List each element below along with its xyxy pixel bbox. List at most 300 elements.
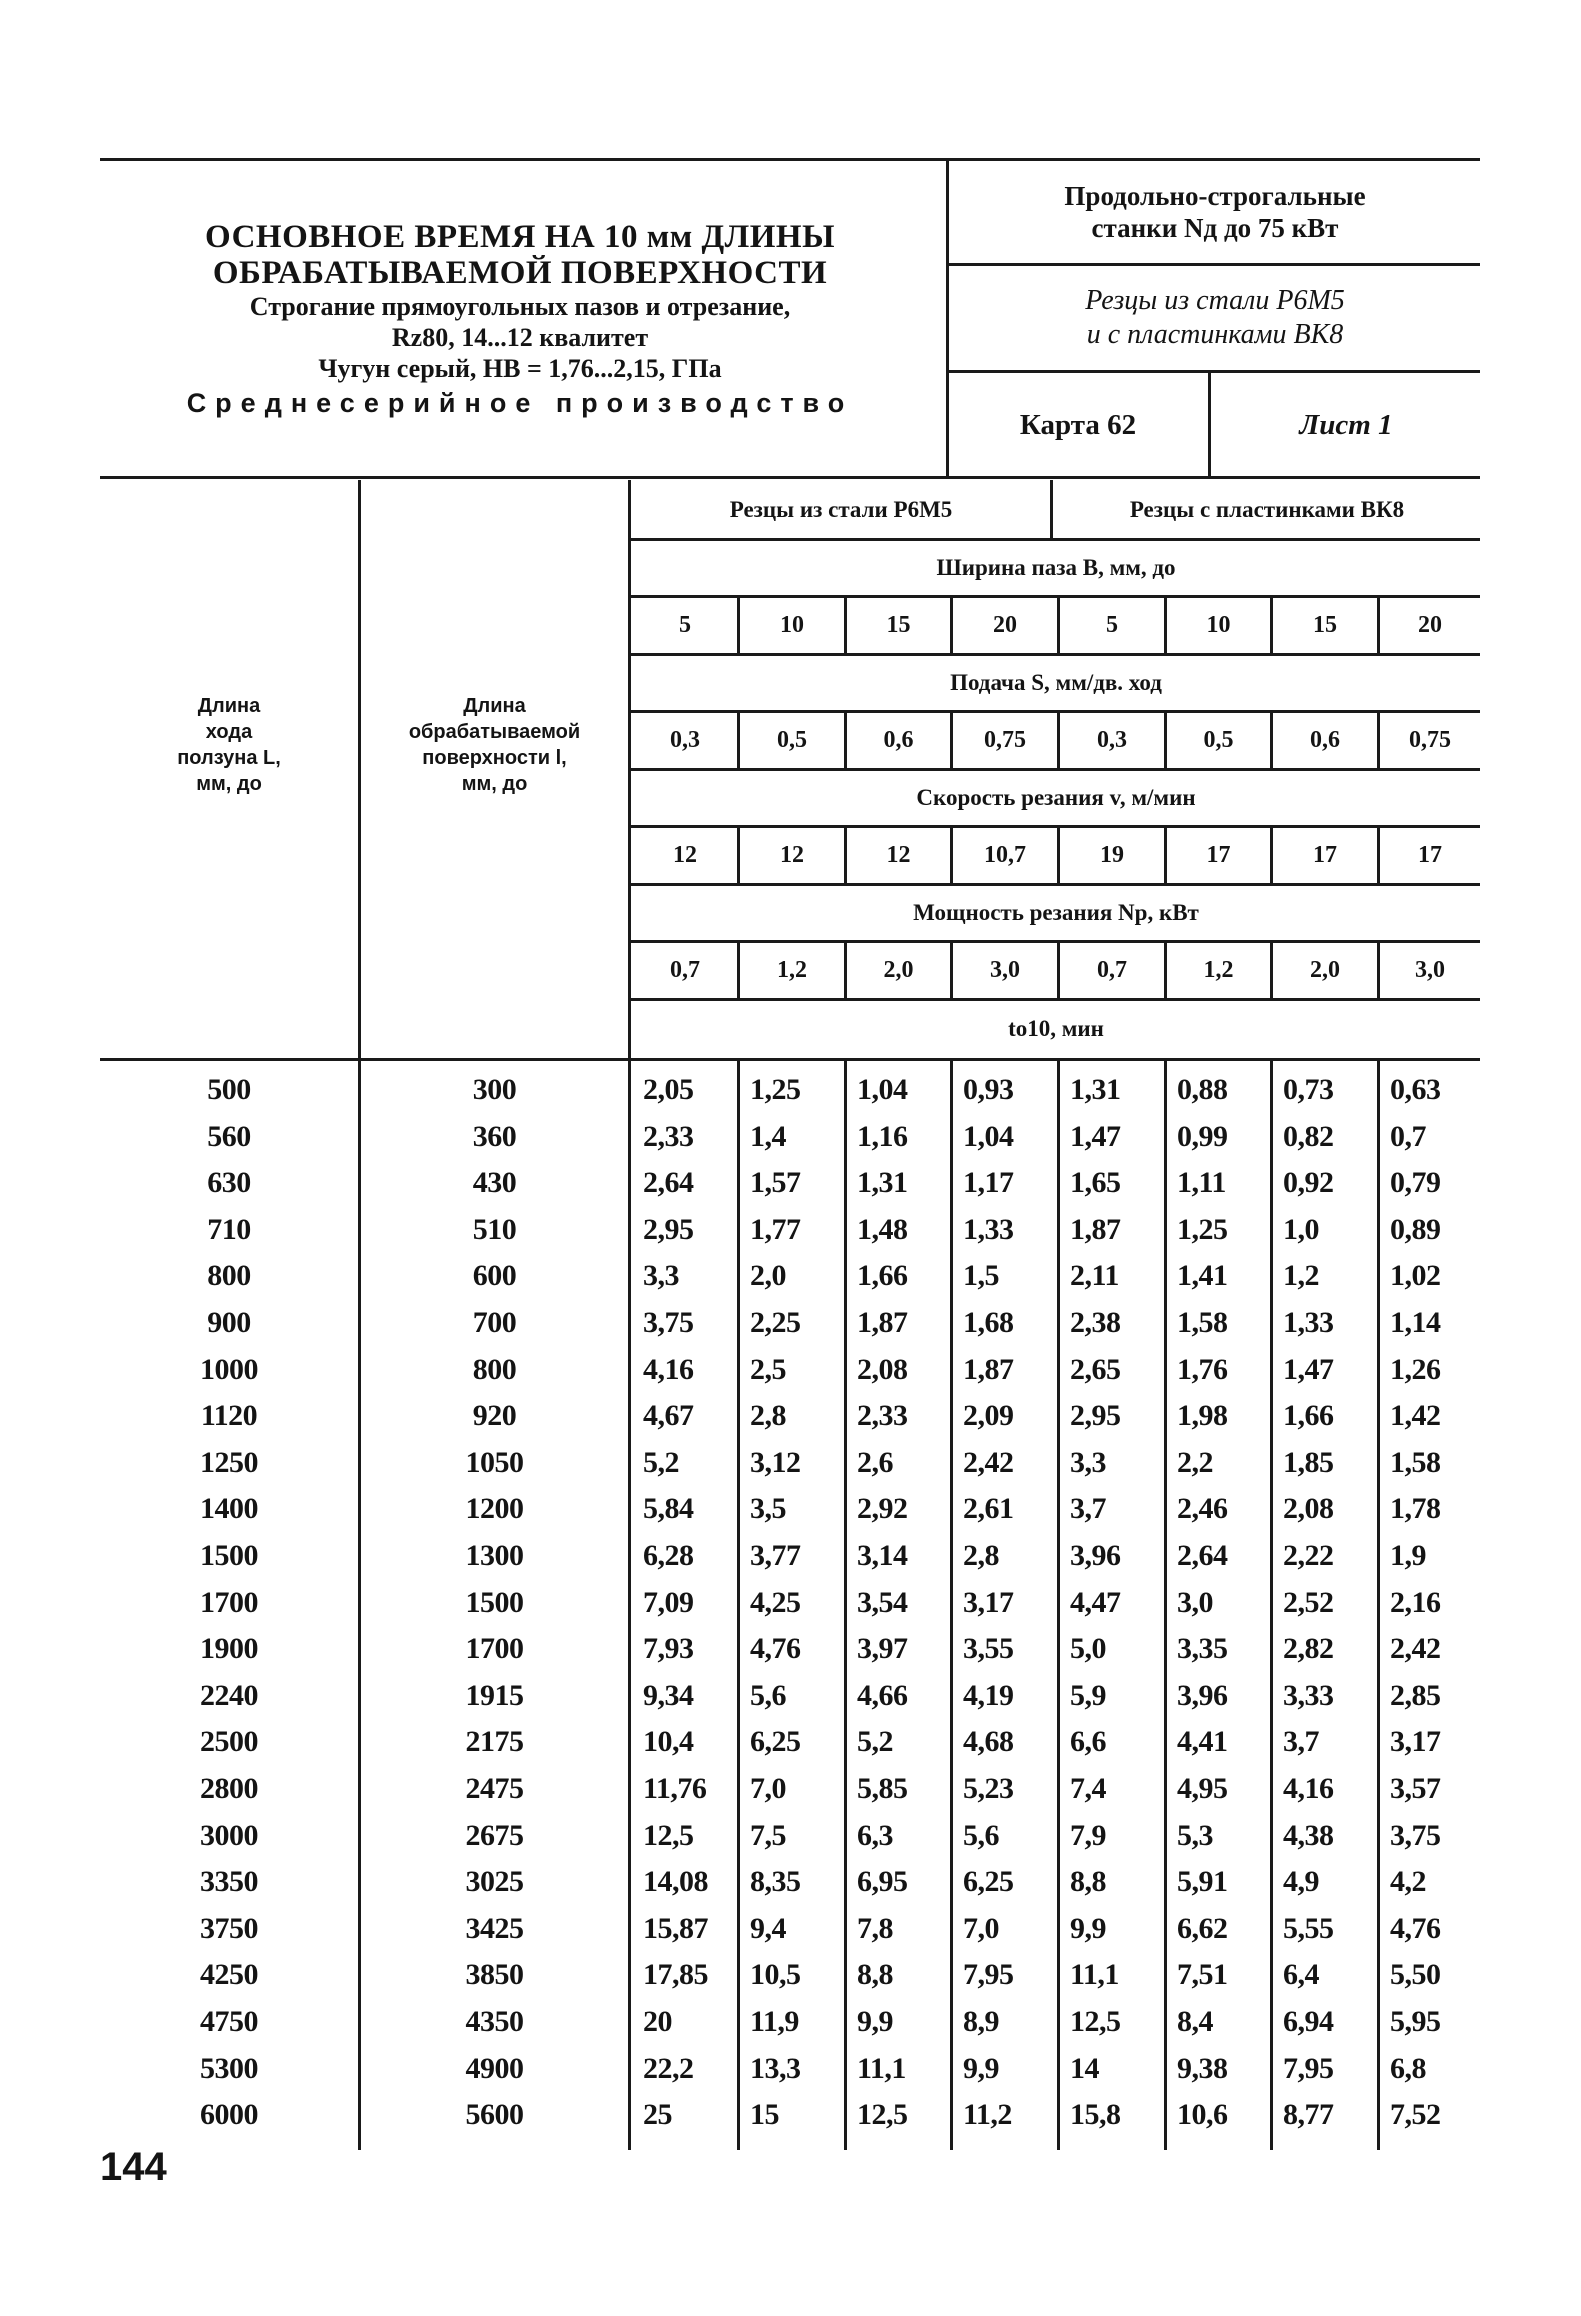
header-title-block: [100, 165, 940, 475]
time-value-cell: 3,3: [1070, 1446, 1106, 1479]
surface-length-cell: 1050: [465, 1446, 524, 1479]
time-value-cell: 0,73: [1283, 1073, 1334, 1106]
feed-cell: 0,3: [670, 727, 700, 753]
time-value-cell: 2,42: [963, 1446, 1014, 1479]
surface-length-cell: 1500: [465, 1586, 524, 1619]
time-value-cell: 4,41: [1177, 1725, 1228, 1758]
time-value-cell: 2,08: [857, 1353, 908, 1386]
time-value-cell: 2,0: [750, 1259, 786, 1292]
time-value-cell: 1,58: [1390, 1446, 1441, 1479]
time-value-cell: 12,5: [1070, 2005, 1121, 2038]
machine-line-1: Продольно-строгальные: [1064, 181, 1366, 211]
surface-header-line: обрабатываемой: [408, 721, 581, 743]
time-value-cell: 1,66: [1283, 1399, 1334, 1432]
stroke-length-cell: 3750: [200, 1912, 258, 1945]
stroke-length-cell: 2500: [200, 1725, 258, 1758]
time-value-cell: 9,34: [643, 1679, 694, 1712]
surface-length-cell: 800: [472, 1353, 517, 1386]
speed-cell: 19: [1100, 842, 1124, 868]
stroke-length-cell: 2800: [200, 1772, 258, 1805]
power-cell: 2,0: [1310, 957, 1340, 983]
feed-cell: 0,6: [883, 727, 914, 753]
width-cell: 15: [1313, 612, 1337, 638]
surface-length-cell: 920: [472, 1399, 517, 1432]
time-value-cell: 2,5: [750, 1353, 786, 1386]
width-cell: 10: [780, 612, 804, 638]
surface-length-cell: 4900: [465, 2052, 524, 2085]
time-value-cell: 8,77: [1283, 2098, 1334, 2131]
surface-length-cell: 3025: [465, 1865, 524, 1898]
time-value-cell: 11,76: [643, 1772, 707, 1805]
time-value-cell: 6,3: [857, 1819, 893, 1852]
surface-header-line: поверхности l,: [422, 747, 567, 769]
time-value-cell: 1,02: [1390, 1259, 1441, 1292]
time-value-cell: 0,88: [1177, 1073, 1228, 1106]
speed-cell: 12: [780, 842, 804, 868]
time-value-cell: 5,91: [1177, 1865, 1228, 1898]
stroke-length-cell: 4250: [200, 1958, 258, 1991]
time-value-cell: 2,65: [1070, 1353, 1121, 1386]
time-value-cell: 2,8: [963, 1539, 999, 1572]
time-value-cell: 1,31: [1070, 1073, 1121, 1106]
time-value-cell: 4,16: [1283, 1772, 1334, 1805]
stroke-length-cell: 1900: [200, 1632, 258, 1665]
time-value-cell: 1,57: [750, 1166, 801, 1199]
time-value-cell: 0,79: [1390, 1166, 1441, 1199]
time-value-cell: 5,23: [963, 1772, 1014, 1805]
surface-length-cell: 5600: [465, 2098, 524, 2131]
time-value-cell: 3,7: [1283, 1725, 1319, 1758]
time-value-cell: 3,96: [1070, 1539, 1121, 1572]
time-value-cell: 1,42: [1390, 1399, 1441, 1432]
time-value-cell: 2,42: [1390, 1632, 1441, 1665]
time-value-cell: 7,51: [1177, 1958, 1228, 1991]
cutters-line-1: Резцы из стали Р6М5: [1085, 285, 1345, 316]
stroke-length-cell: 1700: [200, 1586, 258, 1619]
subtitle-line-2: Rz80, 14...12 квалитет: [391, 322, 649, 352]
width-cell: 20: [993, 612, 1017, 638]
time-value-cell: 1,25: [750, 1073, 801, 1106]
time-value-cell: 2,64: [1177, 1539, 1228, 1572]
time-value-cell: 3,97: [857, 1632, 908, 1665]
stroke-length-cell: 2240: [200, 1679, 258, 1712]
time-value-cell: 1,25: [1177, 1213, 1228, 1246]
surface-length-cell: 1200: [465, 1492, 524, 1525]
surface-length-cell: 700: [472, 1306, 517, 1339]
time-value-cell: 1,85: [1283, 1446, 1334, 1479]
cutters-line-2: и с пластинками ВК8: [1086, 319, 1344, 350]
stroke-length-cell: 630: [207, 1166, 251, 1199]
time-value-cell: 1,11: [1177, 1166, 1226, 1199]
time-value-cell: 7,52: [1390, 2098, 1441, 2131]
time-value-cell: 7,8: [857, 1912, 893, 1945]
stroke-header-line: мм, до: [196, 773, 262, 795]
rule-data-start: [100, 1058, 1480, 1061]
time-value-cell: 3,75: [643, 1306, 694, 1339]
time-value-cell: 1,87: [857, 1306, 908, 1339]
speed-cell: 12: [886, 842, 911, 868]
card-number: Карта 62: [1019, 408, 1137, 441]
time-value-cell: 1,66: [857, 1259, 908, 1292]
time-value-cell: 7,5: [750, 1819, 786, 1852]
time-value-cell: 8,9: [963, 2005, 999, 2038]
time-value-cell: 3,33: [1283, 1679, 1334, 1712]
time-value-cell: 5,50: [1390, 1958, 1441, 1991]
time-value-cell: 8,35: [750, 1865, 801, 1898]
time-value-cell: 2,38: [1070, 1306, 1121, 1339]
time-value-cell: 1,48: [857, 1213, 908, 1246]
time-value-cell: 3,12: [750, 1446, 801, 1479]
time-value-cell: 0,82: [1283, 1120, 1334, 1153]
time-value-cell: 5,84: [643, 1492, 694, 1525]
time-value-cell: 5,3: [1177, 1819, 1213, 1852]
time-value-cell: 20: [643, 2005, 672, 2038]
stroke-length-cell: 1500: [200, 1539, 258, 1572]
time-value-cell: 6,8: [1390, 2052, 1426, 2085]
title-line-1: ОСНОВНОЕ ВРЕМЯ НА 10 мм ДЛИНЫ: [205, 218, 835, 255]
power-cell: 0,7: [1097, 957, 1127, 983]
time-value-cell: 3,17: [1390, 1725, 1441, 1758]
time-value-cell: 11,1: [1070, 1958, 1119, 1991]
time-value-cell: 4,9: [1283, 1865, 1319, 1898]
time-value-cell: 6,25: [750, 1725, 801, 1758]
time-value-cell: 0,93: [963, 1073, 1014, 1106]
time-value-cell: 2,52: [1283, 1586, 1334, 1619]
time-value-cell: 14: [1070, 2052, 1099, 2085]
time-value-cell: 5,2: [857, 1725, 893, 1758]
time-value-cell: 1,41: [1177, 1259, 1228, 1292]
stroke-length-cell: 800: [207, 1259, 251, 1292]
time-value-cell: 1,04: [963, 1120, 1014, 1153]
time-value-cell: 7,95: [1283, 2052, 1334, 2085]
surface-length-cell: 2175: [465, 1725, 524, 1758]
time-value-cell: 7,09: [643, 1586, 694, 1619]
time-value-cell: 7,93: [643, 1632, 694, 1665]
time-value-cell: 7,9: [1070, 1819, 1106, 1852]
time-label: tо10, мин: [1008, 1016, 1104, 1041]
time-value-cell: 9,9: [1070, 1912, 1106, 1945]
power-cell: 2,0: [883, 957, 914, 983]
time-value-cell: 5,95: [1390, 2005, 1441, 2038]
time-value-cell: 1,9: [1390, 1539, 1426, 1572]
stroke-length-cell: 6000: [200, 2098, 258, 2131]
time-value-cell: 5,85: [857, 1772, 908, 1805]
time-value-cell: 4,95: [1177, 1772, 1228, 1805]
time-value-cell: 15: [750, 2098, 779, 2131]
surface-length-cell: 4350: [465, 2005, 524, 2038]
time-value-cell: 1,98: [1177, 1399, 1228, 1432]
time-value-cell: 9,38: [1177, 2052, 1228, 2085]
time-value-cell: 3,57: [1390, 1772, 1441, 1805]
time-value-cell: 3,3: [643, 1259, 679, 1292]
time-value-cell: 1,68: [963, 1306, 1014, 1339]
time-value-cell: 2,11: [1070, 1259, 1119, 1292]
time-value-cell: 13,3: [750, 2052, 801, 2085]
time-value-cell: 1,2: [1283, 1259, 1319, 1292]
time-value-cell: 1,31: [857, 1166, 908, 1199]
surface-length-cell: 300: [472, 1073, 517, 1106]
time-value-cell: 5,0: [1070, 1632, 1106, 1665]
time-value-cell: 4,67: [643, 1399, 694, 1432]
time-value-cell: 9,4: [750, 1912, 786, 1945]
surface-length-cell: 2475: [465, 1772, 524, 1805]
time-value-cell: 5,55: [1283, 1912, 1334, 1945]
stroke-length-header: [100, 693, 358, 797]
time-value-cell: 4,47: [1070, 1586, 1121, 1619]
time-value-cell: 0,63: [1390, 1073, 1441, 1106]
production-type: Среднесерийное производство: [186, 387, 854, 418]
time-value-cell: 2,92: [857, 1492, 908, 1525]
time-value-cell: 6,25: [963, 1865, 1014, 1898]
time-value-cell: 3,35: [1177, 1632, 1228, 1665]
time-value-cell: 2,22: [1283, 1539, 1334, 1572]
stroke-length-cell: 3000: [200, 1819, 258, 1852]
feed-cell: 0,6: [1310, 727, 1340, 753]
time-value-cell: 1,0: [1283, 1213, 1319, 1246]
time-value-cell: 9,9: [963, 2052, 999, 2085]
time-value-cell: 4,16: [643, 1353, 694, 1386]
time-value-cell: 11,1: [857, 2052, 906, 2085]
time-value-cell: 1,87: [1070, 1213, 1121, 1246]
top-rule: [100, 158, 1480, 161]
time-value-cell: 10,5: [750, 1958, 801, 1991]
time-value-cell: 3,55: [963, 1632, 1014, 1665]
machine-box: [950, 162, 1480, 262]
surface-header-line: мм, до: [461, 773, 528, 795]
speed-cell: 12: [673, 842, 697, 868]
surface-length-cell: 360: [472, 1120, 517, 1153]
machine-line-2: станки Nд до 75 кВт: [1091, 213, 1339, 243]
stroke-length-cell: 900: [207, 1306, 251, 1339]
time-value-cell: 3,75: [1390, 1819, 1441, 1852]
time-value-cell: 7,4: [1070, 1772, 1106, 1805]
time-value-cell: 5,2: [643, 1446, 679, 1479]
sheet-number: Лист 1: [1299, 408, 1393, 441]
time-value-cell: 9,9: [857, 2005, 893, 2038]
time-value-cell: 15,8: [1070, 2098, 1121, 2131]
feed-cell: 0,75: [984, 727, 1026, 753]
time-value-cell: 2,25: [750, 1306, 801, 1339]
time-value-cell: 6,4: [1283, 1958, 1319, 1991]
time-value-cell: 1,04: [857, 1073, 908, 1106]
time-value-cell: 1,87: [963, 1353, 1014, 1386]
width-cell: 5: [679, 612, 691, 638]
power-cell: 1,2: [777, 957, 807, 983]
time-value-cell: 1,17: [963, 1166, 1014, 1199]
time-value-cell: 8,8: [857, 1958, 893, 1991]
width-cell: 15: [886, 612, 911, 638]
time-value-cell: 8,8: [1070, 1865, 1106, 1898]
time-value-cell: 0,92: [1283, 1166, 1334, 1199]
power-label: Мощность резания Nр, кВт: [913, 900, 1199, 925]
surface-length-cell: 2675: [465, 1819, 524, 1852]
stroke-header-line: хода: [205, 721, 253, 743]
header-rule-1: [946, 263, 1480, 266]
width-cell: 20: [1418, 612, 1442, 638]
time-value-cell: 17,85: [643, 1958, 708, 1991]
time-value-cell: 3,5: [750, 1492, 786, 1525]
subtitle-line-1: Строгание прямоугольных пазов и отрезание,: [249, 291, 791, 321]
feed-cell: 0,5: [777, 727, 807, 753]
time-value-cell: 2,61: [963, 1492, 1014, 1525]
col-divider-2: [628, 480, 631, 2150]
group-vk8-header: Резцы с пластинками ВК8: [1129, 497, 1405, 522]
time-value-cell: 1,58: [1177, 1306, 1228, 1339]
time-value-cell: 1,4: [750, 1120, 786, 1153]
time-value-cell: 4,68: [963, 1725, 1014, 1758]
time-value-cell: 5,6: [750, 1679, 786, 1712]
page-number: 144: [100, 2145, 167, 2189]
time-value-cell: 4,2: [1390, 1865, 1426, 1898]
time-value-cell: 3,7: [1070, 1492, 1106, 1525]
time-value-cell: 1,47: [1070, 1120, 1121, 1153]
time-value-cell: 0,99: [1177, 1120, 1228, 1153]
time-value-cell: 5,6: [963, 1819, 999, 1852]
width-label: Ширина паза В, мм, до: [936, 555, 1176, 580]
time-value-cell: 2,09: [963, 1399, 1014, 1432]
time-value-cell: 11,2: [963, 2098, 1012, 2131]
header-rule-2: [946, 370, 1480, 373]
time-value-cell: 2,8: [750, 1399, 786, 1432]
time-value-cell: 6,6: [1070, 1725, 1106, 1758]
feed-cell: 0,5: [1203, 727, 1234, 753]
time-value-cell: 2,33: [857, 1399, 908, 1432]
surface-length-header: [361, 693, 628, 797]
time-value-cell: 4,66: [857, 1679, 908, 1712]
title-line-2: ОБРАБАТЫВАЕМОЙ ПОВЕРХНОСТИ: [212, 254, 828, 291]
surface-length-cell: 510: [472, 1213, 517, 1246]
time-value-cell: 14,08: [643, 1865, 708, 1898]
time-value-cell: 10,4: [643, 1725, 694, 1758]
time-value-cell: 1,65: [1070, 1166, 1121, 1199]
feed-label: Подача S, мм/дв. ход: [950, 670, 1162, 695]
time-value-cell: 1,26: [1390, 1353, 1441, 1386]
time-value-cell: 3,77: [750, 1539, 801, 1572]
surface-header-line: Длина: [463, 695, 526, 717]
stroke-header-line: ползуна L,: [177, 747, 281, 769]
time-value-cell: 1,14: [1390, 1306, 1441, 1339]
time-value-cell: 25: [643, 2098, 672, 2131]
time-value-cell: 2,08: [1283, 1492, 1334, 1525]
stroke-length-cell: 3350: [200, 1865, 258, 1898]
surface-length-cell: 430: [472, 1166, 517, 1199]
surface-length-cell: 3425: [465, 1912, 524, 1945]
surface-length-cell: 1700: [465, 1632, 524, 1665]
time-value-cell: 1,5: [963, 1259, 999, 1292]
time-value-cell: 3,0: [1177, 1586, 1213, 1619]
time-value-cell: 1,33: [963, 1213, 1014, 1246]
time-value-cell: 1,78: [1390, 1492, 1441, 1525]
power-cell: 3,0: [1415, 957, 1445, 983]
time-value-cell: 12,5: [643, 1819, 694, 1852]
speed-label: Скорость резания v, м/мин: [916, 785, 1196, 810]
header-divider: [946, 158, 949, 478]
time-value-cell: 8,4: [1177, 2005, 1213, 2038]
time-value-cell: 3,14: [857, 1539, 908, 1572]
surface-length-cell: 3850: [465, 1958, 524, 1991]
stroke-header-line: Длина: [197, 695, 261, 717]
stroke-length-cell: 500: [207, 1073, 251, 1106]
speed-cell: 17: [1313, 842, 1337, 868]
time-value-cell: 7,0: [963, 1912, 999, 1945]
power-cell: 0,7: [670, 957, 700, 983]
time-value-cell: 3,17: [963, 1586, 1014, 1619]
time-value-cell: 7,0: [750, 1772, 786, 1805]
time-value-cell: 4,38: [1283, 1819, 1334, 1852]
time-value-cell: 2,85: [1390, 1679, 1441, 1712]
time-value-cell: 2,16: [1390, 1586, 1441, 1619]
time-value-cell: 2,33: [643, 1120, 694, 1153]
stroke-length-cell: 560: [207, 1120, 251, 1153]
time-value-cell: 2,64: [643, 1166, 694, 1199]
time-value-cell: 12,5: [857, 2098, 908, 2131]
time-value-cell: 2,95: [643, 1213, 694, 1246]
time-value-cell: 11,9: [750, 2005, 799, 2038]
time-value-cell: 5,9: [1070, 1679, 1106, 1712]
time-value-cell: 3,96: [1177, 1679, 1228, 1712]
time-value-cell: 6,95: [857, 1865, 908, 1898]
time-value-cell: 6,28: [643, 1539, 694, 1572]
time-value-cell: 1,77: [750, 1213, 801, 1246]
time-value-cell: 2,82: [1283, 1632, 1334, 1665]
speed-cell: 17: [1206, 842, 1231, 868]
time-value-cell: 2,46: [1177, 1492, 1228, 1525]
stroke-length-cell: 710: [207, 1213, 251, 1246]
width-cell: 10: [1206, 612, 1231, 638]
speed-cell: 10,7: [984, 842, 1026, 868]
surface-length-cell: 1300: [465, 1539, 524, 1572]
time-value-cell: 2,6: [857, 1446, 893, 1479]
group-divider: [1050, 480, 1053, 538]
cutters-box: [950, 267, 1480, 369]
time-value-cell: 1,33: [1283, 1306, 1334, 1339]
subtitle-line-3: Чугун серый, НВ = 1,76...2,15, ГПа: [318, 353, 722, 383]
time-value-cell: 2,95: [1070, 1399, 1121, 1432]
time-value-cell: 4,76: [1390, 1912, 1441, 1945]
time-value-cell: 0,7: [1390, 1120, 1426, 1153]
stroke-length-cell: 1400: [200, 1492, 258, 1525]
time-value-cell: 4,19: [963, 1679, 1014, 1712]
group-p6m5-header: Резцы из стали Р6М5: [729, 497, 953, 522]
width-cell: 5: [1106, 612, 1118, 638]
time-value-cell: 0,89: [1390, 1213, 1441, 1246]
time-value-cell: 1,16: [857, 1120, 908, 1153]
stroke-length-cell: 1250: [200, 1446, 258, 1479]
time-value-cell: 6,94: [1283, 2005, 1334, 2038]
feed-cell: 0,75: [1409, 727, 1451, 753]
time-value-cell: 2,05: [643, 1073, 694, 1106]
stroke-length-cell: 4750: [200, 2005, 258, 2038]
time-value-cell: 2,2: [1177, 1446, 1213, 1479]
speed-cell: 17: [1418, 842, 1442, 868]
header-bottom-rule: [100, 476, 1480, 479]
power-cell: 3,0: [990, 957, 1020, 983]
time-value-cell: 15,87: [643, 1912, 708, 1945]
surface-length-cell: 600: [472, 1259, 517, 1292]
time-value-cell: 3,54: [857, 1586, 908, 1619]
time-value-cell: 1,76: [1177, 1353, 1228, 1386]
stroke-length-cell: 1000: [200, 1353, 258, 1386]
time-value-cell: 6,62: [1177, 1912, 1228, 1945]
time-value-cell: 4,76: [750, 1632, 801, 1665]
time-value-cell: 22,2: [643, 2052, 694, 2085]
time-value-cell: 1,47: [1283, 1353, 1334, 1386]
time-value-cell: 7,95: [963, 1958, 1014, 1991]
stroke-length-cell: 1120: [200, 1399, 258, 1432]
stroke-length-cell: 5300: [200, 2052, 258, 2085]
feed-cell: 0,3: [1097, 727, 1127, 753]
time-value-cell: 10,6: [1177, 2098, 1228, 2131]
